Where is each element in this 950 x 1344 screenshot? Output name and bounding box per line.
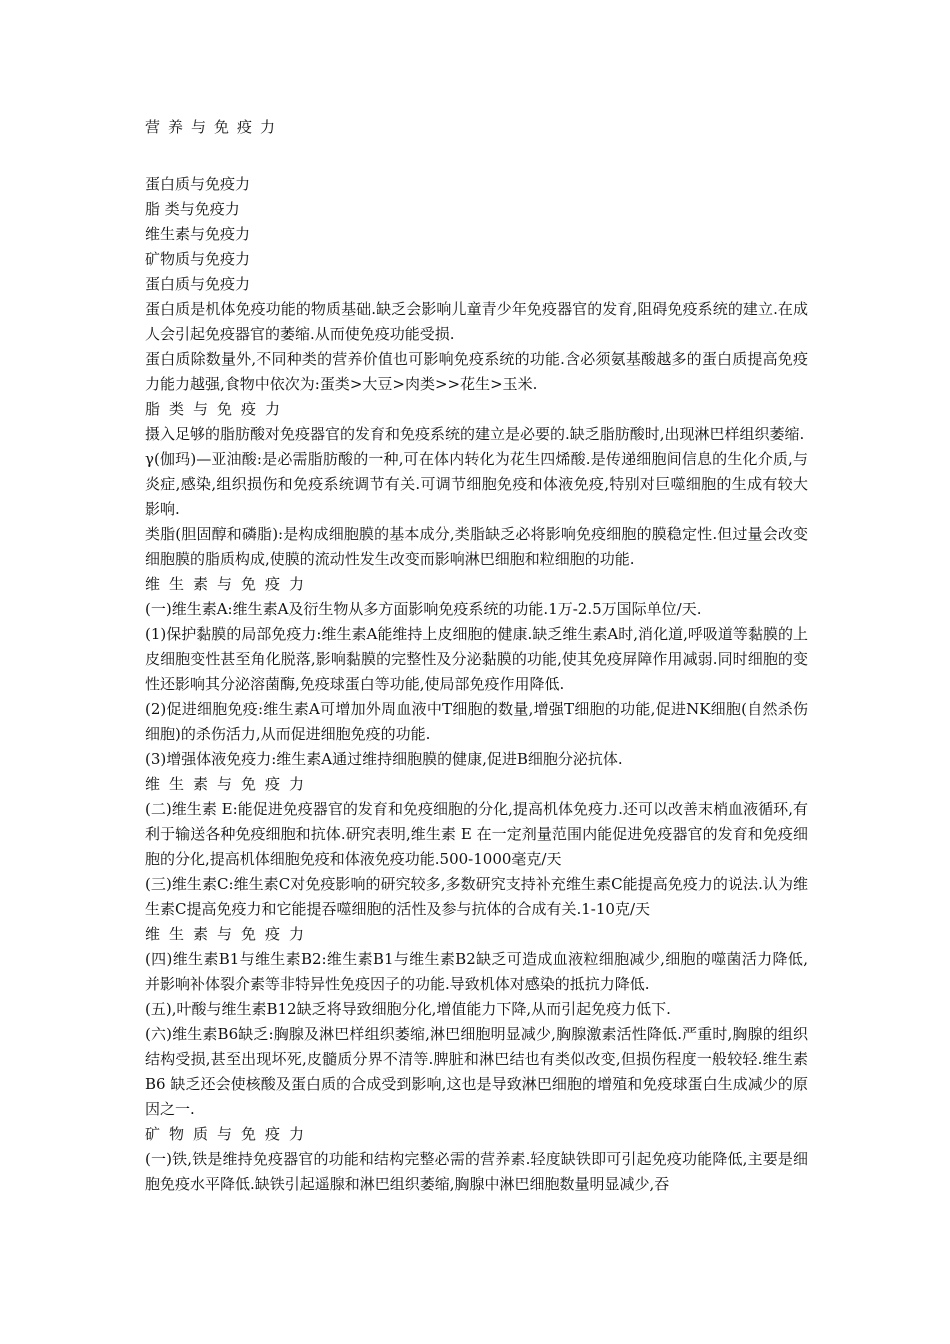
- paragraph: 摄入足够的脂肪酸对免疫器官的发育和免疫系统的建立是必要的.缺乏脂肪酸时,出现淋巴样组织萎缩.: [145, 425, 805, 443]
- paragraph: (一)维生素A:维生素A及衍生物从多方面影响免疫系统的功能.1万-2.5万国际单位/天.: [145, 600, 702, 618]
- toc-item: 维生素与免疫力: [145, 225, 251, 243]
- paragraph: (1)保护黏膜的局部免疫力:维生素A能维持上皮细胞的健康.缺乏维生素A时,消化道,呼吸道等黏膜的上皮细胞变性甚至角化脱落,影响黏膜的完整性及分泌黏膜的功能,使其免疫屏障作用减弱.同时细胞的变性还影响其分泌溶菌酶,免疫球蛋白等功能,使局部免疫作用降低.: [145, 625, 808, 693]
- section-heading: 维生素与免疫力: [145, 575, 314, 593]
- document-body: [145, 272, 808, 1197]
- paragraph: (三)维生素C:维生素C对免疫影响的研究较多,多数研究支持补充维生素C能提高免疫力的说法.认为维生素C提高免疫力和它能提吞噬细胞的活性及参与抗体的合成有关.1-10克/天: [145, 875, 808, 918]
- section-heading: 矿物质与免疫力: [145, 1125, 314, 1143]
- paragraph: (一)铁,铁是维持免疫器官的功能和结构完整必需的营养素.轻度缺铁即可引起免疫功能降低,主要是细胞免疫水平降低.缺铁引起遥腺和淋巴组织萎缩,胸腺中淋巴细胞数量明显减少,吞: [145, 1150, 808, 1193]
- section-heading: 维生素与免疫力: [145, 775, 314, 793]
- section-label: 蛋白质与免疫力: [145, 275, 251, 293]
- section-heading: 维生素与免疫力: [145, 925, 314, 943]
- toc-item: 脂 类与免疫力: [145, 200, 240, 218]
- section-heading: 脂类与免疫力: [145, 400, 290, 418]
- paragraph: 蛋白质是机体免疫功能的物质基础.缺乏会影响儿童青少年免疫器官的发育,阻碍免疫系统的建立.在成人会引起免疫器官的萎缩.从而使免疫功能受损.: [145, 300, 808, 343]
- paragraph: 蛋白质除数量外,不同种类的营养价值也可影响免疫系统的功能.含必须氨基酸越多的蛋白质提高免疫力能力越强,食物中依次为:蛋类>大豆>肉类>>花生>玉米.: [145, 350, 808, 393]
- paragraph: (2)促进细胞免疫:维生素A可增加外周血液中T细胞的数量,增强T细胞的功能,促进NK细胞(自然杀伤细胞)的杀伤活力,从而促进细胞免疫的功能.: [145, 700, 808, 743]
- paragraph: (二)维生素 E:能促进免疫器官的发育和免疫细胞的分化,提高机体免疫力.还可以改善末梢血液循环,有利于输送各种免疫细胞和抗体.研究表明,维生素 E 在一定剂量范围内能促进免疫器官的发育和免疫细胞的分化,提高机体细胞免疫和体液免疫功能.500-1000毫克/天: [145, 800, 808, 868]
- paragraph: (四)维生素B1与维生素B2:维生素B1与维生素B2缺乏可造成血液粒细胞减少,细胞的噬菌活力降低,并影响补体裂介素等非特异性免疫因子的功能.导致机体对感染的抵抗力降低.: [145, 950, 808, 993]
- paragraph: (3)增强体液免疫力:维生素A通过维持细胞膜的健康,促进B细胞分泌抗体.: [145, 750, 623, 768]
- paragraph: γ(伽玛)—亚油酸:是必需脂肪酸的一种,可在体内转化为花生四烯酸.是传递细胞间信息的生化介质,与炎症,感染,组织损伤和免疫系统调节有关.可调节细胞免疫和体液免疫,特别对巨噬细胞的生成有较大影响.: [145, 450, 808, 518]
- toc-item: 矿物质与免疫力: [145, 250, 251, 268]
- document-page: [145, 112, 808, 1197]
- document-title: 营养与免疫力: [145, 118, 284, 136]
- table-of-contents: [145, 172, 808, 272]
- toc-item: 蛋白质与免疫力: [145, 175, 251, 193]
- paragraph: 类脂(胆固醇和磷脂):是构成细胞膜的基本成分,类脂缺乏必将影响免疫细胞的膜稳定性.但过量会改变细胞膜的脂质构成,使膜的流动性发生改变而影响淋巴细胞和粒细胞的功能.: [145, 525, 808, 568]
- paragraph: (六)维生素B6缺乏:胸腺及淋巴样组织萎缩,淋巴细胞明显减少,胸腺激素活性降低.严重时,胸腺的组织结构受损,甚至出现坏死,皮髓质分界不清等.脾脏和淋巴结也有类似改变,但损伤程度一般较轻.维生素 B6 缺乏还会使核酸及蛋白质的合成受到影响,这也是导致淋巴细胞的增殖和免疫球蛋白生成减少的原因之一.: [145, 1025, 808, 1118]
- paragraph: (五),叶酸与维生素B12缺乏将导致细胞分化,增值能力下降,从而引起免疫力低下.: [145, 1000, 671, 1018]
